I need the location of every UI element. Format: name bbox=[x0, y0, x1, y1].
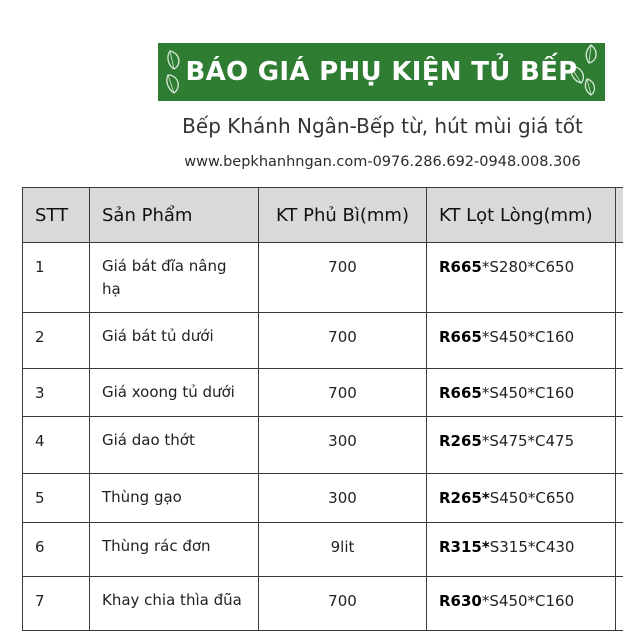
cell-kt-lot-long bbox=[427, 523, 616, 577]
cell-extra bbox=[616, 313, 623, 369]
cell-product: Giá bát tủ dưới bbox=[90, 313, 259, 369]
kt-lot-long-rest: *S450*C160 bbox=[481, 328, 575, 346]
cell-kt-lot-long bbox=[427, 313, 616, 369]
kt-lot-long-rest: *S450*C160 bbox=[481, 592, 575, 610]
cell-kt-phu-bi: 300 bbox=[259, 417, 427, 474]
table-header-row bbox=[23, 188, 623, 243]
table-row bbox=[23, 474, 623, 523]
kt-lot-long-bold: R315* bbox=[439, 538, 490, 556]
cell-kt-lot-long bbox=[427, 243, 616, 313]
table-row bbox=[23, 417, 623, 474]
cell-stt: 6 bbox=[23, 523, 90, 577]
column-header-kt-phu-bi: KT Phủ Bì(mm) bbox=[259, 188, 427, 243]
cell-kt-lot-long bbox=[427, 577, 616, 631]
cell-kt-phu-bi: 700 bbox=[259, 243, 427, 313]
cell-kt-phu-bi: 300 bbox=[259, 474, 427, 523]
cell-kt-phu-bi: 9lit bbox=[259, 523, 427, 577]
cell-stt: 2 bbox=[23, 313, 90, 369]
cell-kt-lot-long bbox=[427, 369, 616, 417]
kt-lot-long-rest: *S450*C160 bbox=[481, 384, 575, 402]
cell-product: Thùng gạo bbox=[90, 474, 259, 523]
cell-extra bbox=[616, 474, 623, 523]
kt-lot-long-bold: R665 bbox=[439, 258, 482, 276]
kt-lot-long-bold: R630 bbox=[439, 592, 482, 610]
kt-lot-long-rest: *S475*C475 bbox=[481, 432, 575, 450]
contact-line: www.bepkhanhngan.com-0976.286.692-0948.008.306 bbox=[184, 154, 581, 170]
cell-product: Thùng rác đơn bbox=[90, 523, 259, 577]
column-header-product: Sản Phẩm bbox=[90, 188, 259, 243]
price-table bbox=[22, 187, 623, 631]
table-row bbox=[23, 313, 623, 369]
column-header-stt: STT bbox=[23, 188, 90, 243]
kt-lot-long-bold: R665 bbox=[439, 328, 482, 346]
cell-stt: 7 bbox=[23, 577, 90, 631]
table-row bbox=[23, 577, 623, 631]
cell-stt: 3 bbox=[23, 369, 90, 417]
cell-stt: 1 bbox=[23, 243, 90, 313]
cell-kt-lot-long bbox=[427, 417, 616, 474]
cell-extra bbox=[616, 523, 623, 577]
kt-lot-long-bold: R265 bbox=[439, 432, 482, 450]
cell-product: Giá dao thớt bbox=[90, 417, 259, 474]
title-banner bbox=[158, 43, 605, 101]
cell-stt: 4 bbox=[23, 417, 90, 474]
cell-kt-lot-long bbox=[427, 474, 616, 523]
kt-lot-long-rest: S315*C430 bbox=[489, 538, 575, 556]
table-row bbox=[23, 243, 623, 313]
cell-extra bbox=[616, 243, 623, 313]
kt-lot-long-rest: S450*C650 bbox=[489, 489, 575, 507]
table-row bbox=[23, 523, 623, 577]
cell-stt: 5 bbox=[23, 474, 90, 523]
cell-kt-phu-bi: 700 bbox=[259, 369, 427, 417]
column-header-kt-lot-long: KT Lọt Lòng(mm) bbox=[427, 188, 616, 243]
kt-lot-long-bold: R265* bbox=[439, 489, 490, 507]
cell-product: Giá xoong tủ dưới bbox=[90, 369, 259, 417]
cell-product: Giá bát đĩa nâng hạ bbox=[90, 243, 259, 313]
cell-kt-phu-bi: 700 bbox=[259, 313, 427, 369]
cell-extra bbox=[616, 417, 623, 474]
cell-extra bbox=[616, 369, 623, 417]
cell-product: Khay chia thìa đũa bbox=[90, 577, 259, 631]
cell-kt-phu-bi: 700 bbox=[259, 577, 427, 631]
banner-title: BÁO GIÁ PHỤ KIỆN TỦ BẾP bbox=[185, 57, 578, 87]
column-header-extra bbox=[616, 188, 623, 243]
cell-extra bbox=[616, 577, 623, 631]
subtitle: Bếp Khánh Ngân-Bếp từ, hút mùi giá tốt bbox=[182, 114, 583, 138]
kt-lot-long-bold: R665 bbox=[439, 384, 482, 402]
kt-lot-long-rest: *S280*C650 bbox=[481, 258, 575, 276]
table-row bbox=[23, 369, 623, 417]
